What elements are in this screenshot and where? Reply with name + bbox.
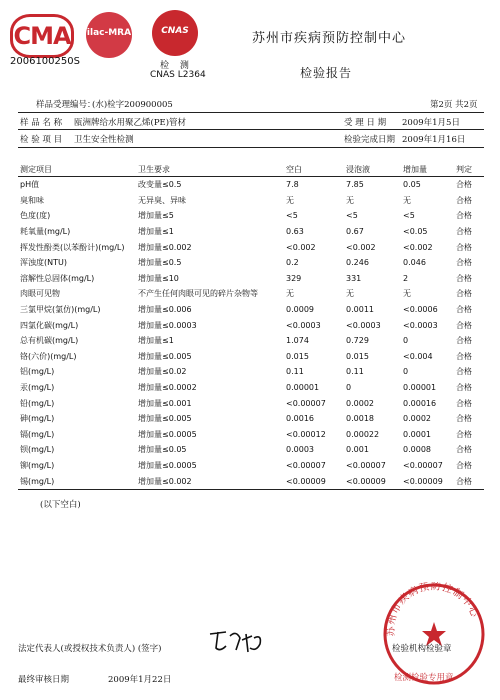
cell-soak: 无 <box>346 289 354 299</box>
table-row <box>18 224 484 240</box>
cell-requirement: 增加量≤0.0005 <box>138 460 197 470</box>
table-row <box>18 239 484 255</box>
cell-item: 四氯化碳(mg/L) <box>20 320 79 330</box>
cell-item: 肉眼可见物 <box>20 289 60 299</box>
divider-line <box>18 129 484 130</box>
cell-item: 耗氧量(mg/L) <box>20 227 71 237</box>
cell-requirement: 增加量≤0.006 <box>138 305 192 315</box>
cell-soak: <0.002 <box>346 242 376 252</box>
cell-judgement: 合格 <box>456 289 472 299</box>
cell-item: 色度(度) <box>20 211 51 221</box>
cell-judgement: 合格 <box>456 383 472 393</box>
table-row <box>18 208 484 224</box>
cell-item: 臭和味 <box>20 195 44 205</box>
cell-requirement: 改变量≤0.5 <box>138 180 182 190</box>
cell-blank: <0.0003 <box>286 320 321 330</box>
cell-increase: 2 <box>403 273 409 283</box>
cell-increase: <0.00007 <box>403 460 443 470</box>
cell-judgement: 合格 <box>456 445 472 455</box>
cell-soak: <0.00007 <box>346 460 386 470</box>
cell-soak: <5 <box>346 211 358 221</box>
table-row <box>18 442 484 458</box>
header-soak: 浸泡液 <box>344 162 401 177</box>
cell-item: 镉(mg/L) <box>20 429 55 439</box>
cell-item: 铆(mg/L) <box>20 460 55 470</box>
cell-requirement: 增加量≤0.005 <box>138 414 192 424</box>
table-row <box>18 427 484 443</box>
header-item: 测定项目 <box>18 162 136 177</box>
cell-judgement: 合格 <box>456 429 472 439</box>
sample-name-value: 瓯洲牌给水用聚乙烯(PE)管材 <box>74 118 187 128</box>
cell-requirement: 增加量≤0.5 <box>138 258 182 268</box>
cell-judgement: 合格 <box>456 398 472 408</box>
final-review-label: 最终审核日期 <box>18 675 70 685</box>
cell-blank: 0.0016 <box>286 414 314 424</box>
cell-increase: 0 <box>403 336 409 346</box>
cell-requirement: 增加量≤0.0002 <box>138 383 197 393</box>
cell-requirement: 增加量≤0.005 <box>138 351 192 361</box>
cell-blank: 0.63 <box>286 227 304 237</box>
table-row <box>18 193 484 209</box>
cell-judgement: 合格 <box>456 258 472 268</box>
cell-soak: 0.246 <box>346 258 369 268</box>
cell-requirement: 无异臭、异味 <box>138 195 186 205</box>
cell-requirement: 增加量≤0.002 <box>136 473 284 489</box>
cell-increase: <0.00009 <box>401 473 454 489</box>
cell-soak: 0.015 <box>346 351 369 361</box>
cell-soak: 7.85 <box>346 180 364 190</box>
cell-requirement: 增加量≤1 <box>138 336 174 346</box>
cell-item: 汞(mg/L) <box>20 383 55 393</box>
cell-judgement: 合格 <box>456 351 472 361</box>
table-row <box>18 271 484 287</box>
cell-requirement: 增加量≤0.002 <box>138 242 192 252</box>
cell-item: 铅(mg/L) <box>20 398 55 408</box>
cell-blank: <0.002 <box>286 242 316 252</box>
cell-requirement: 增加量≤1 <box>138 227 174 237</box>
table-row <box>18 177 484 193</box>
cell-soak: 0.67 <box>346 227 364 237</box>
report-title: 检验报告 <box>300 66 353 80</box>
cell-increase: 0.046 <box>403 258 426 268</box>
cell-soak: 0.0002 <box>346 398 374 408</box>
completion-date-label: 检验完成日期 <box>344 135 396 145</box>
cell-blank: <0.00007 <box>286 398 326 408</box>
table-row <box>18 411 484 427</box>
cnas-logo <box>152 10 198 56</box>
cell-increase: <0.05 <box>403 227 428 237</box>
cell-blank: 7.8 <box>286 180 299 190</box>
cell-item: pH值 <box>20 180 40 190</box>
cell-item: 浑浊度(NTU) <box>20 258 67 268</box>
table-row <box>18 458 484 474</box>
cell-item: 铝(mg/L) <box>20 367 55 377</box>
cell-item: 铬(六价)(mg/L) <box>20 351 77 361</box>
cell-soak: 0.00022 <box>346 429 380 439</box>
table-row <box>18 349 484 365</box>
cell-blank: 无 <box>286 195 294 205</box>
seal-text: 苏州市疾病预防控制中心 <box>385 582 481 637</box>
cell-soak: <0.0003 <box>346 320 381 330</box>
representative-label: 法定代表人(或授权技术负责人) (签字) <box>18 644 162 654</box>
cell-increase: 无 <box>403 195 411 205</box>
table-row <box>18 473 484 489</box>
cell-judgement: 合格 <box>456 211 472 221</box>
table-row <box>18 286 484 302</box>
cell-increase: 0.0002 <box>403 414 431 424</box>
cell-requirement: 增加量≤0.0003 <box>138 320 197 330</box>
cell-increase: 无 <box>403 289 411 299</box>
cell-judgement: 合格 <box>456 367 472 377</box>
cell-blank: <0.00009 <box>284 473 344 489</box>
cell-soak: <0.00009 <box>344 473 401 489</box>
cell-blank: 0.0009 <box>286 305 314 315</box>
received-date-label: 受 理 日 期 <box>344 118 387 128</box>
table-row <box>18 317 484 333</box>
header-increase: 增加量 <box>401 162 454 177</box>
cell-item: 锡(mg/L) <box>18 473 136 489</box>
test-item-value: 卫生安全性检测 <box>74 135 134 145</box>
cell-blank: 0.11 <box>286 367 304 377</box>
final-review-date: 2009年1月22日 <box>108 675 172 685</box>
cell-soak: 0.729 <box>346 336 369 346</box>
cell-requirement: 增加量≤0.0005 <box>138 429 197 439</box>
cell-judgement: 合格 <box>456 336 472 346</box>
table-header-row <box>18 162 484 177</box>
cell-item: 砷(mg/L) <box>20 414 55 424</box>
ilac-logo-text: ilac-MRA <box>86 28 132 38</box>
cell-blank: 329 <box>286 273 302 283</box>
cma-logo <box>10 14 74 58</box>
page-info: 第2页 共2页 <box>430 100 478 110</box>
completion-date-value: 2009年1月16日 <box>402 135 466 145</box>
certificate-number: 2006100250S <box>10 56 80 67</box>
cell-soak: 0 <box>346 383 352 393</box>
cell-increase: <0.0003 <box>403 320 438 330</box>
cell-item: 总有机碳(mg/L) <box>20 336 79 346</box>
cell-soak: 0.001 <box>346 445 369 455</box>
cell-blank: 无 <box>286 289 294 299</box>
cell-soak: 0.0018 <box>346 414 374 424</box>
cell-requirement: 增加量≤0.05 <box>138 445 187 455</box>
ilac-mra-logo <box>86 12 132 58</box>
cell-judgement: 合格 <box>456 305 472 315</box>
cell-soak: 无 <box>346 195 354 205</box>
cell-increase: 0.0001 <box>403 429 431 439</box>
sample-name-label: 样 品 名 称 <box>20 118 63 128</box>
cell-blank: 1.074 <box>286 336 309 346</box>
cma-logo-text: CMA <box>13 22 71 50</box>
table-row <box>18 302 484 318</box>
cell-judgement: 合格 <box>456 227 472 237</box>
seal-line-1: 检验机构检验章 <box>392 644 452 654</box>
table-row <box>18 380 484 396</box>
cell-blank: 0.015 <box>286 351 309 361</box>
results-table <box>18 162 484 490</box>
cell-increase: 0.0008 <box>403 445 431 455</box>
cell-blank: 0.2 <box>286 258 299 268</box>
signature-image <box>206 626 266 656</box>
cell-judgement: 合格 <box>456 195 472 205</box>
cell-blank: 0.0003 <box>286 445 314 455</box>
cell-item: 钡(mg/L) <box>20 445 55 455</box>
cell-requirement: 增加量≤10 <box>138 273 179 283</box>
cell-increase: 0.05 <box>403 180 421 190</box>
cell-judgement: 合格 <box>454 473 484 489</box>
table-row <box>18 364 484 380</box>
cell-item: 挥发性酚类(以苯酚计)(mg/L) <box>20 242 125 252</box>
header-blank: 空白 <box>284 162 344 177</box>
cell-blank: 0.00001 <box>286 383 320 393</box>
header-requirement: 卫生要求 <box>136 162 284 177</box>
cell-judgement: 合格 <box>456 460 472 470</box>
cell-judgement: 合格 <box>456 242 472 252</box>
cell-blank: <0.00012 <box>286 429 326 439</box>
cell-requirement: 增加量≤0.02 <box>138 367 187 377</box>
cell-judgement: 合格 <box>456 320 472 330</box>
cell-increase: <5 <box>403 211 415 221</box>
table-row <box>18 395 484 411</box>
cell-increase: <0.0006 <box>403 305 438 315</box>
sample-number-value: (水)检字200900005 <box>92 100 173 110</box>
cell-item: 溶解性总固体(mg/L) <box>20 273 95 283</box>
divider-line <box>18 112 484 113</box>
cell-blank: <5 <box>286 211 298 221</box>
cell-judgement: 合格 <box>456 180 472 190</box>
cell-judgement: 合格 <box>456 273 472 283</box>
cell-increase: <0.002 <box>403 242 433 252</box>
sample-number-label: 样品受理编号： <box>36 100 96 110</box>
cell-soak: 0.11 <box>346 367 364 377</box>
cell-blank: <0.00007 <box>286 460 326 470</box>
organization-title: 苏州市疾病预防控制中心 <box>252 31 407 46</box>
seal-line-2: 检测检验专用章 <box>394 673 454 683</box>
cnas-logo-text: CNAS <box>161 26 189 36</box>
table-row <box>18 255 484 271</box>
cell-increase: 0.00016 <box>403 398 437 408</box>
cell-increase: 0 <box>403 367 409 377</box>
received-date-value: 2009年1月5日 <box>402 118 460 128</box>
cell-judgement: 合格 <box>456 414 472 424</box>
cell-requirement: 不产生任何肉眼可见的碎片杂物等 <box>138 289 258 299</box>
cell-item: 三氯甲烷(氯仿)(mg/L) <box>20 305 101 315</box>
cnas-label: 检 测 <box>160 61 193 71</box>
divider-line <box>18 147 484 148</box>
cell-soak: 331 <box>346 273 362 283</box>
test-item-label: 检 验 项 目 <box>20 135 63 145</box>
header-judgement: 判定 <box>454 162 484 177</box>
cell-increase: <0.004 <box>403 351 433 361</box>
cell-increase: 0.00001 <box>403 383 437 393</box>
cell-requirement: 增加量≤0.001 <box>138 398 192 408</box>
cell-requirement: 增加量≤5 <box>138 211 174 221</box>
cell-soak: 0.0011 <box>346 305 374 315</box>
table-row <box>18 333 484 349</box>
cnas-number: CNAS L2364 <box>150 70 206 80</box>
rest-blank-note: (以下空白) <box>40 500 81 510</box>
